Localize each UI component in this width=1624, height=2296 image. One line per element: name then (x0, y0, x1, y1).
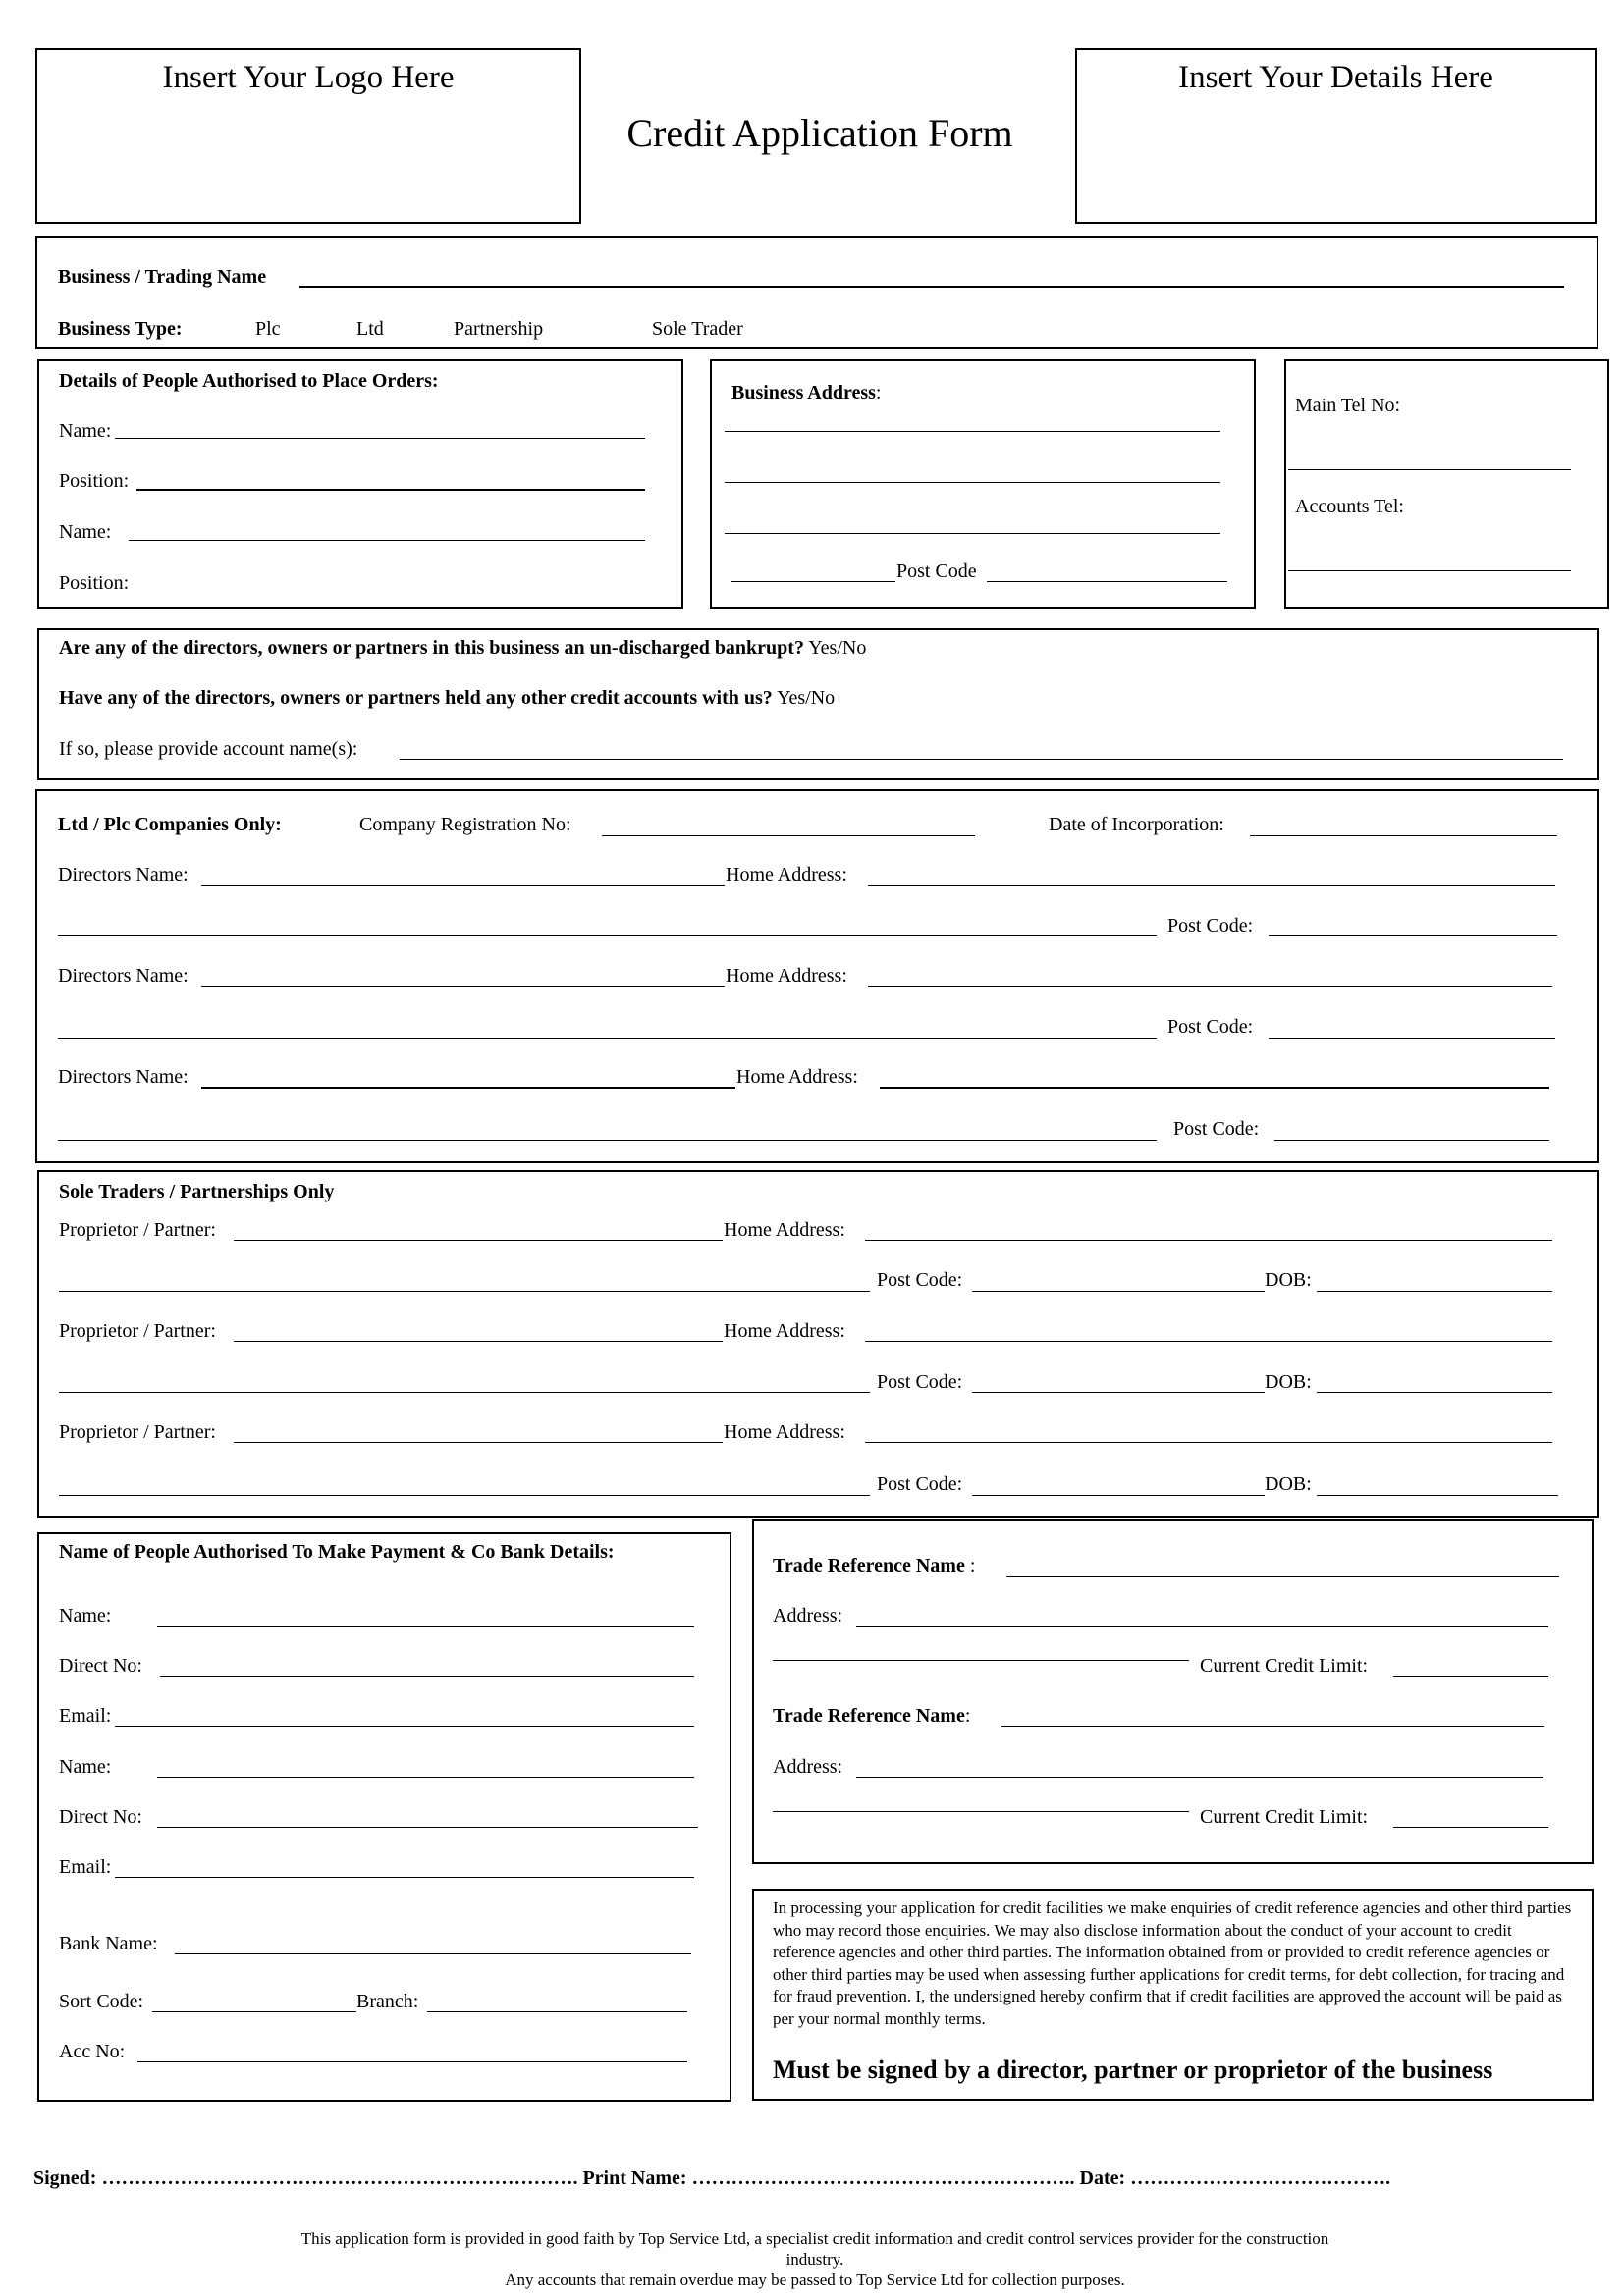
business-address-label: Business Address (731, 382, 876, 403)
director-post-label-1: Post Code: (1167, 915, 1254, 936)
company-reg-label: Company Registration No: (359, 814, 571, 835)
address-line-4[interactable] (731, 581, 895, 582)
trade-ref-2-label: Trade Reference Name (773, 1705, 965, 1727)
director-post-field-1[interactable] (1269, 935, 1557, 936)
payment-email-label-1: Email: (59, 1705, 112, 1727)
trade-limit-label-1: Current Credit Limit: (1200, 1655, 1369, 1677)
trade-ref-1-label: Trade Reference Name (773, 1555, 965, 1576)
question-bankrupt (59, 636, 866, 660)
partner-label-3: Proprietor / Partner: (59, 1421, 216, 1443)
footer-line-1: This application form is provided in good faith by Top Service Ltd, a specialist credit information and credit control services provider for the construction (300, 2229, 1329, 2248)
payment-name-field-1[interactable] (157, 1626, 694, 1627)
partner-field-2[interactable] (234, 1341, 723, 1342)
partner-address-line-3[interactable] (59, 1495, 870, 1496)
acc-no-label: Acc No: (59, 2041, 126, 2062)
trade-ref-2 (773, 1704, 970, 1728)
must-sign-notice: Must be signed by a director, partner or proprietor of the business (773, 2056, 1493, 2084)
trade-address-label-2: Address: (773, 1756, 843, 1778)
address-line-3[interactable] (725, 533, 1220, 534)
partner-dob-field-1[interactable] (1317, 1291, 1552, 1292)
logo-placeholder: Insert Your Logo Here (162, 60, 455, 95)
partner-label-1: Proprietor / Partner: (59, 1219, 216, 1241)
director-name-field-2[interactable] (201, 986, 725, 987)
question-other-accounts (59, 686, 835, 710)
company-reg-field[interactable] (602, 835, 975, 836)
partner-post-field-3[interactable] (972, 1495, 1265, 1496)
payment-name-field-2[interactable] (157, 1777, 694, 1778)
partner-address-line-2[interactable] (59, 1392, 870, 1393)
partner-field-1[interactable] (234, 1240, 723, 1241)
partner-field-3[interactable] (234, 1442, 723, 1443)
business-type-label: Business Type: (58, 318, 183, 340)
business-type-sole-trader[interactable]: Sole Trader (652, 318, 743, 340)
payment-direct-label-2: Direct No: (59, 1806, 142, 1828)
incorporation-date-label: Date of Incorporation: (1049, 814, 1224, 835)
trade-ref-2-colon: : (964, 1705, 971, 1727)
director-post-label-3: Post Code: (1173, 1118, 1260, 1140)
sort-code-label: Sort Code: (59, 1991, 144, 2012)
order-name-field[interactable] (115, 438, 645, 439)
trade-limit-field-2[interactable] (1393, 1827, 1548, 1828)
order-name-label-2: Name: (59, 521, 112, 543)
details-placeholder: Insert Your Details Here (1178, 60, 1493, 95)
logo-box (35, 48, 581, 224)
partner-dob-label-3: DOB: (1265, 1473, 1312, 1495)
director-home-label-3: Home Address: (736, 1066, 858, 1088)
sort-code-field[interactable] (152, 2011, 356, 2012)
business-address-colon: : (875, 382, 882, 403)
director-name-label-2: Directors Name: (58, 965, 189, 987)
director-address-line-3[interactable] (58, 1140, 1157, 1141)
director-post-field-2[interactable] (1269, 1038, 1555, 1039)
partner-post-label-2: Post Code: (877, 1371, 963, 1393)
partner-address-line-1[interactable] (59, 1291, 870, 1292)
trade-ref-2-field[interactable] (1001, 1726, 1544, 1727)
payment-email-field-2[interactable] (115, 1877, 694, 1878)
director-home-field-2[interactable] (868, 986, 1552, 987)
account-names-label: If so, please provide account name(s): (59, 738, 358, 760)
director-home-label-2: Home Address: (726, 965, 847, 987)
address-post-code-field[interactable] (987, 581, 1227, 582)
partner-dob-label-1: DOB: (1265, 1269, 1312, 1291)
partner-label-2: Proprietor / Partner: (59, 1320, 216, 1342)
main-tel-field[interactable] (1288, 469, 1571, 470)
account-names-field[interactable] (400, 759, 1563, 760)
branch-label: Branch: (356, 1991, 419, 2012)
order-position-label: Position: (59, 470, 130, 492)
accounts-tel-field[interactable] (1288, 570, 1571, 571)
authorised-orders-heading: Details of People Authorised to Place Orders: (59, 370, 439, 392)
order-position-label-2: Position: (59, 572, 130, 594)
authorised-orders-section (37, 359, 683, 609)
address-line-1[interactable] (725, 431, 1220, 432)
question-other-accounts-text: Have any of the directors, owners or partners held any other credit accounts with us? (59, 687, 773, 709)
director-name-field-3[interactable] (201, 1087, 735, 1089)
footer-line-3: Any accounts that remain overdue may be passed to Top Service Ltd for collection purposes. (505, 2270, 1125, 2289)
business-type-partnership[interactable]: Partnership (454, 318, 544, 340)
partner-dob-field-2[interactable] (1317, 1392, 1552, 1393)
disclaimer-text: In processing your application for credit facilities we make enquiries of credit reference agencies and other third parties who may record those enquiries. We may also disclose information about the conduct of your account to credit reference agencies and other third parties. The information obtained from or provided to credit reference agencies or other third parties may be used when assessing further applications for credit terms, for debt collection, for tracing and for fraud prevention. I, the undersigned hereby confirm that if credit facilities are approved the account will be paid as per your normal monthly terms. (773, 1898, 1572, 2028)
details-box (1075, 48, 1597, 224)
payment-direct-field-1[interactable] (160, 1676, 694, 1677)
branch-field[interactable] (427, 2011, 687, 2012)
form-title: Credit Application Form (626, 111, 1013, 155)
trade-limit-label-2: Current Credit Limit: (1200, 1806, 1369, 1828)
trade-ref-1 (773, 1554, 975, 1577)
trade-address-field-2[interactable] (856, 1777, 1543, 1778)
footer-line-2: industry. (785, 2250, 844, 2269)
question-bankrupt-text: Are any of the directors, owners or partners in this business an un-discharged bankrupt? (59, 637, 804, 659)
question-other-accounts-answer[interactable]: Yes/No (777, 687, 836, 709)
accounts-tel-label: Accounts Tel: (1295, 496, 1404, 517)
trade-limit-field-1[interactable] (1393, 1676, 1548, 1677)
partner-home-label-2: Home Address: (724, 1320, 845, 1342)
director-name-label-3: Directors Name: (58, 1066, 189, 1088)
director-home-label-1: Home Address: (726, 864, 847, 885)
director-post-label-2: Post Code: (1167, 1016, 1254, 1038)
director-home-field-3[interactable] (880, 1087, 1549, 1089)
business-name-field[interactable] (299, 286, 1564, 288)
question-bankrupt-answer[interactable]: Yes/No (808, 637, 867, 659)
signature-line[interactable]: Signed: ………………………………………………………………. Print Name: ………………………………………………….. Date: …………………………………. (33, 2167, 1391, 2189)
payment-email-label-2: Email: (59, 1856, 112, 1878)
order-name-label: Name: (59, 420, 112, 442)
bank-name-field[interactable] (175, 1953, 691, 1954)
trade-address-field-1[interactable] (856, 1626, 1548, 1627)
payment-name-label-2: Name: (59, 1756, 112, 1778)
director-home-field-1[interactable] (868, 885, 1555, 886)
director-address-line-2[interactable] (58, 1038, 1157, 1039)
partner-dob-label-2: DOB: (1265, 1371, 1312, 1393)
order-position-field[interactable] (136, 489, 645, 491)
payment-direct-field-2[interactable] (157, 1827, 698, 1828)
trade-ref-1-field[interactable] (1006, 1576, 1559, 1577)
partner-home-label-1: Home Address: (724, 1219, 845, 1241)
payment-direct-label-1: Direct No: (59, 1655, 142, 1677)
business-type-ltd[interactable]: Ltd (356, 318, 384, 340)
trade-address-line-2[interactable] (773, 1811, 1189, 1812)
partner-post-field-2[interactable] (972, 1392, 1265, 1393)
payment-email-field-1[interactable] (115, 1726, 694, 1727)
trade-address-line-1[interactable] (773, 1660, 1189, 1661)
business-address-heading (731, 381, 881, 404)
partner-home-field-3[interactable] (865, 1442, 1552, 1443)
business-name-label: Business / Trading Name (58, 266, 267, 288)
order-name-field-2[interactable] (129, 540, 645, 541)
director-address-line-1[interactable] (58, 935, 1157, 936)
main-tel-label: Main Tel No: (1295, 395, 1401, 416)
partner-home-field-1[interactable] (865, 1240, 1552, 1241)
director-post-field-3[interactable] (1274, 1140, 1549, 1141)
director-name-label-1: Directors Name: (58, 864, 189, 885)
partner-dob-field-3[interactable] (1317, 1495, 1558, 1496)
acc-no-field[interactable] (137, 2061, 687, 2062)
trade-address-label-1: Address: (773, 1605, 843, 1627)
partner-home-field-2[interactable] (865, 1341, 1552, 1342)
address-post-code-label: Post Code (896, 561, 977, 582)
partner-home-label-3: Home Address: (724, 1421, 845, 1443)
partner-post-label-3: Post Code: (877, 1473, 963, 1495)
trade-ref-1-colon: : (969, 1555, 976, 1576)
ltd-plc-heading: Ltd / Plc Companies Only: (58, 814, 282, 835)
partner-post-label-1: Post Code: (877, 1269, 963, 1291)
director-name-field-1[interactable] (201, 885, 725, 886)
incorporation-date-field[interactable] (1250, 835, 1557, 836)
sole-traders-heading: Sole Traders / Partnerships Only (59, 1181, 335, 1202)
address-line-2[interactable] (725, 482, 1220, 483)
business-type-plc[interactable]: Plc (255, 318, 281, 340)
payment-name-label-1: Name: (59, 1605, 112, 1627)
bank-name-label: Bank Name: (59, 1933, 158, 1954)
partner-post-field-1[interactable] (972, 1291, 1265, 1292)
payment-heading: Name of People Authorised To Make Payment & Co Bank Details: (59, 1541, 615, 1563)
